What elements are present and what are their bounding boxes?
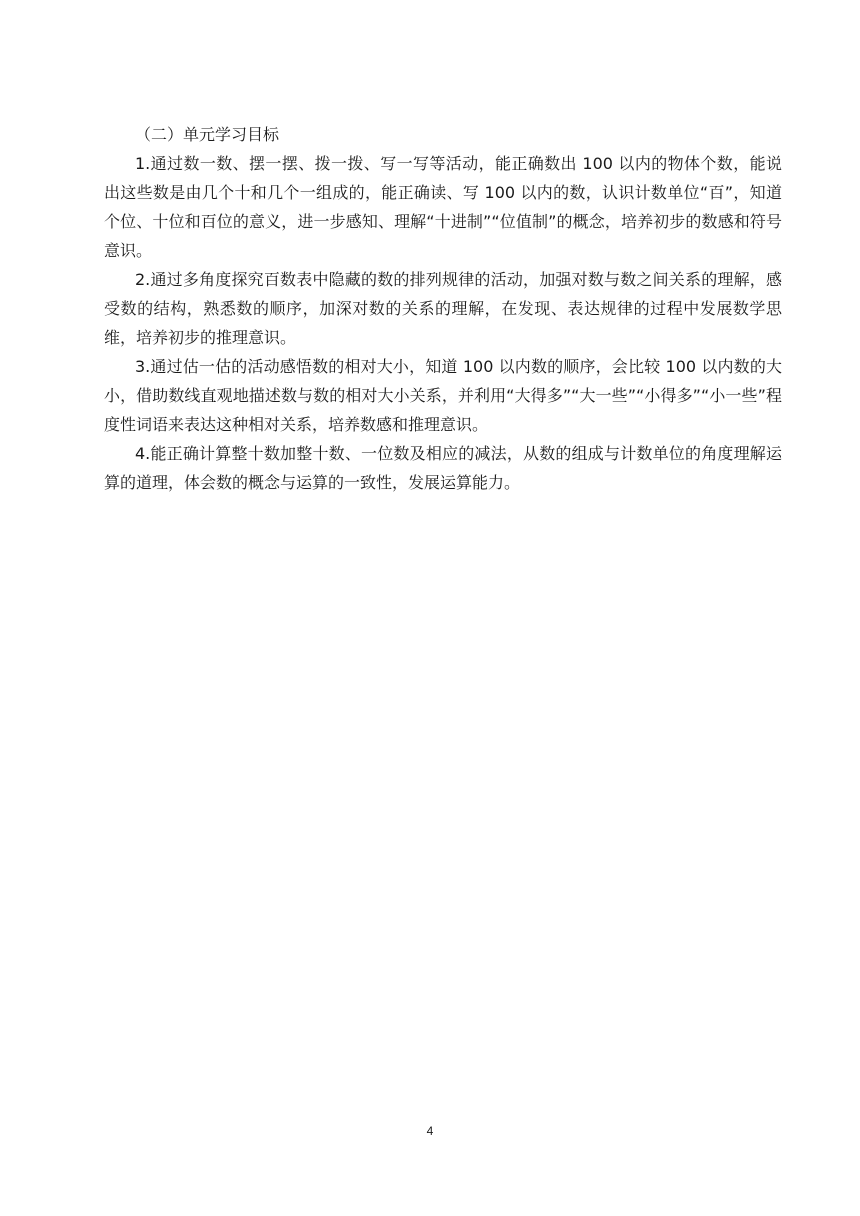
page-content (104, 120, 782, 497)
page-number: 4 (426, 1124, 434, 1138)
section-heading: （二）单元学习目标 (135, 125, 280, 144)
objective-paragraph-4: 4.能正确计算整十数加整十数、一位数及相应的减法，从数的组成与计数单位的角度理解运算的道理，体会数的概念与运算的一致性，发展运算能力。 (104, 444, 782, 492)
objective-paragraph-3: 3.通过估一估的活动感悟数的相对大小，知道 100 以内数的顺序，会比较 100 以内数的大小，借助数线直观地描述数与数的相对大小关系，并利用“大得多”“大一些”“小得多”“小一些”程度性词语来表达这种相对关系，培养数感和推理意识。 (104, 357, 782, 434)
objective-paragraph-1: 1.通过数一数、摆一摆、拨一拨、写一写等活动，能正确数出 100 以内的物体个数，能说出这些数是由几个十和几个一组成的，能正确读、写 100 以内的数，认识计数单位“百”，知道个位、十位和百位的意义，进一步感知、理解“十进制”“位值制”的概念，培养初步的数感和符号意识。 (104, 154, 782, 260)
objective-paragraph-2: 2.通过多角度探究百数表中隐藏的数的排列规律的活动，加强对数与数之间关系的理解，感受数的结构，熟悉数的顺序，加深对数的关系的理解，在发现、表达规律的过程中发展数学思维，培养初步的推理意识。 (104, 270, 782, 347)
